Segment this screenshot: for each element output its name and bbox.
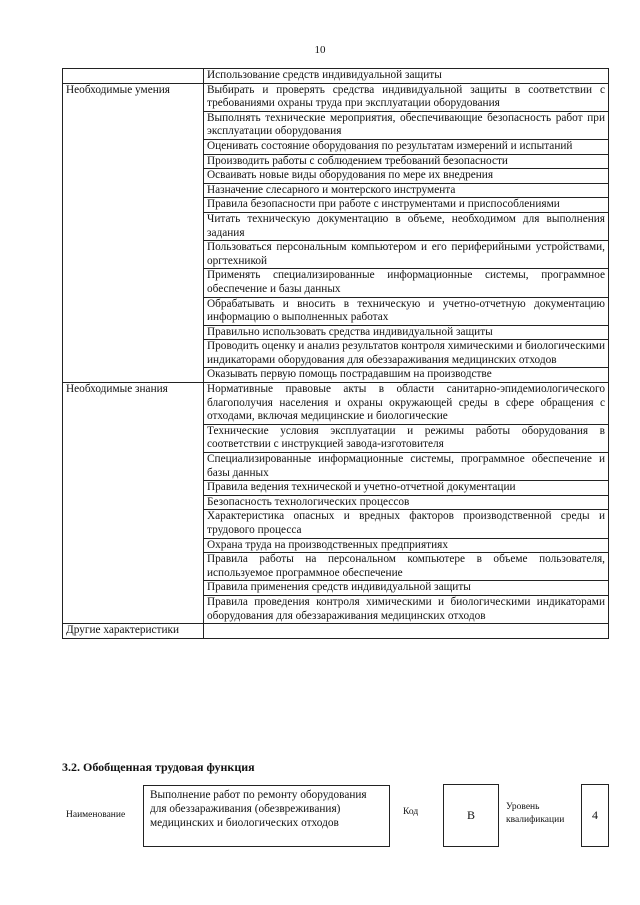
table-cell: Правила ведения технической и учетно-отчетной документации xyxy=(204,481,609,496)
category-label: Необходимые умения xyxy=(63,83,204,382)
table-cell: Пользоваться персональным компьютером и его периферийными устройствами, оргтехникой xyxy=(204,241,609,269)
table-cell: Выбирать и проверять средства индивидуальной защиты в соответствии с требованиями охраны труда при эксплуатации оборудования xyxy=(204,83,609,111)
table-row xyxy=(63,383,609,425)
skills-knowledge-table xyxy=(62,68,609,639)
table-row xyxy=(63,624,609,639)
table-cell: Охрана труда на производственных предприятиях xyxy=(204,538,609,553)
level-value-box: 4 xyxy=(581,784,609,847)
table-cell: Применять специализированные информационные системы, программное обеспечение и базы данных xyxy=(204,269,609,297)
table-cell: Производить работы с соблюдением требований безопасности xyxy=(204,154,609,169)
table-cell: Использование средств индивидуальной защиты xyxy=(204,69,609,84)
category-label: Другие характеристики xyxy=(63,624,204,639)
table-row xyxy=(63,83,609,111)
page-number: 10 xyxy=(314,44,326,56)
table-cell: Оказывать первую помощь пострадавшим на производстве xyxy=(204,368,609,383)
table-cell: Характеристика опасных и вредных факторов производственной среды и трудового процесса xyxy=(204,510,609,538)
code-value-box: B xyxy=(443,784,499,847)
level-label: Уровень квалификации xyxy=(506,802,565,825)
table-row xyxy=(63,69,609,84)
table-cell: Читать техническую документацию в объеме, необходимом для выполнения задания xyxy=(204,212,609,240)
table-cell: Правила проведения контроля химическими и биологическими индикаторами оборудования для обеззараживания медицинских отходов xyxy=(204,595,609,623)
table-cell: Правила работы на персональном компьютере в объеме пользователя, используемое программное обеспечение xyxy=(204,553,609,581)
table-cell: Правила безопасности при работе с инструментами и приспособлениями xyxy=(204,198,609,213)
table-cell: Технические условия эксплуатации и режимы работы оборудования в соответствии с инструкцией завода-изготовителя xyxy=(204,424,609,452)
table-cell: Специализированные информационные системы, программное обеспечение и базы данных xyxy=(204,453,609,481)
table-cell: Правильно использовать средства индивидуальной защиты xyxy=(204,325,609,340)
table-cell: Безопасность технологических процессов xyxy=(204,495,609,510)
table-cell: Назначение слесарного и монтерского инструмента xyxy=(204,183,609,198)
table-cell: Осваивать новые виды оборудования по мере их внедрения xyxy=(204,169,609,184)
table-cell: Проводить оценку и анализ результатов контроля химическими и биологическими индикаторами оборудования для обеззараживания медицинских отходов xyxy=(204,340,609,368)
table-cell: Правила применения средств индивидуальной защиты xyxy=(204,581,609,596)
table-cell: Нормативные правовые акты в области санитарно-эпидемиологического благополучия населения и охраны окружающей среды в сфере обращения с отходами, включая медицинские и биологические xyxy=(204,383,609,425)
function-name-box: Выполнение работ по ремонту оборудования для обеззараживания (обезвреживания) медицинских и биологических отходов xyxy=(143,785,390,847)
table-cell: Обрабатывать и вносить в техническую и учетно-отчетную документацию информацию о выполненных работах xyxy=(204,297,609,325)
table-body xyxy=(63,69,609,639)
name-label: Наименование xyxy=(66,810,126,820)
table-cell xyxy=(204,624,609,639)
empty-category-cell xyxy=(63,69,204,84)
table-cell: Выполнять технические мероприятия, обеспечивающие безопасность работ при эксплуатации оборудования xyxy=(204,111,609,139)
table-cell: Оценивать состояние оборудования по результатам измерений и испытаний xyxy=(204,139,609,154)
section-title: 3.2. Обобщенная трудовая функция xyxy=(62,760,255,774)
category-label: Необходимые знания xyxy=(63,383,204,624)
code-label: Код xyxy=(403,807,419,817)
